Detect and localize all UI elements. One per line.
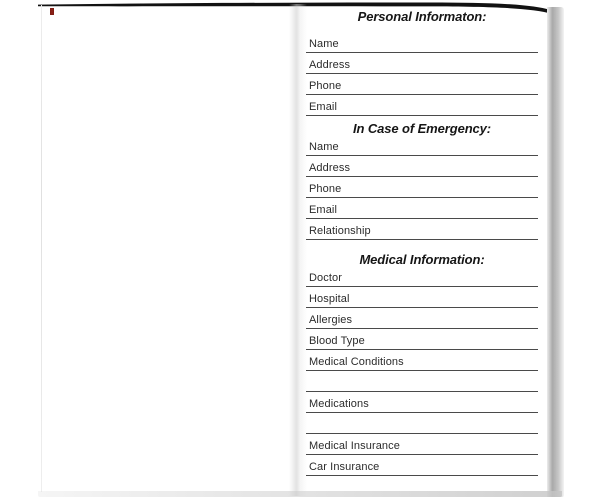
section-rows: [306, 266, 538, 476]
form-row: [306, 135, 538, 156]
form-section: [306, 10, 538, 116]
form-row: [306, 392, 538, 413]
field-label: Medications: [309, 398, 369, 410]
field-label: Address: [309, 59, 351, 71]
field-label: Phone: [309, 183, 342, 195]
form-row: [306, 156, 538, 177]
field-label: Relationship: [309, 225, 371, 237]
form-row-blank: [306, 371, 538, 392]
section-title: Medical Information:: [359, 252, 485, 267]
field-label: Allergies: [309, 314, 353, 326]
form-row: [306, 177, 538, 198]
form-row: [306, 350, 538, 371]
form-row: [306, 74, 538, 95]
book-spine: [289, 4, 307, 496]
form-section: [306, 122, 538, 240]
right-page-edge: [547, 7, 564, 497]
form-section: [306, 253, 538, 476]
field-label: Blood Type: [309, 335, 365, 347]
field-label: Phone: [309, 80, 342, 92]
field-label: Email: [309, 204, 338, 216]
field-label: Hospital: [309, 293, 350, 305]
section-rows: [306, 135, 538, 240]
field-label: Doctor: [309, 272, 342, 284]
form-row: [306, 95, 538, 116]
field-label: Address: [309, 162, 351, 174]
field-label: Name: [309, 141, 339, 153]
form-row: [306, 32, 538, 53]
form-row: [306, 287, 538, 308]
field-label: Name: [309, 38, 339, 50]
form-row-blank: [306, 413, 538, 434]
section-rows: [306, 32, 538, 116]
left-page-edge: [41, 5, 42, 492]
form-row: [306, 53, 538, 74]
form-row: [306, 455, 538, 476]
field-label: Email: [309, 101, 338, 113]
form-row: [306, 198, 538, 219]
form-row: [306, 329, 538, 350]
section-title: Personal Informaton:: [357, 9, 487, 24]
field-label: Medical Conditions: [309, 356, 404, 368]
form-row: [306, 219, 538, 240]
bookmark-ribbon: [50, 8, 54, 15]
form-row: [306, 434, 538, 455]
section-title: In Case of Emergency:: [352, 121, 492, 136]
info-form: [306, 0, 538, 500]
field-label: Car Insurance: [309, 461, 380, 473]
form-row: [306, 266, 538, 287]
form-row: [306, 308, 538, 329]
field-label: Medical Insurance: [309, 440, 400, 452]
